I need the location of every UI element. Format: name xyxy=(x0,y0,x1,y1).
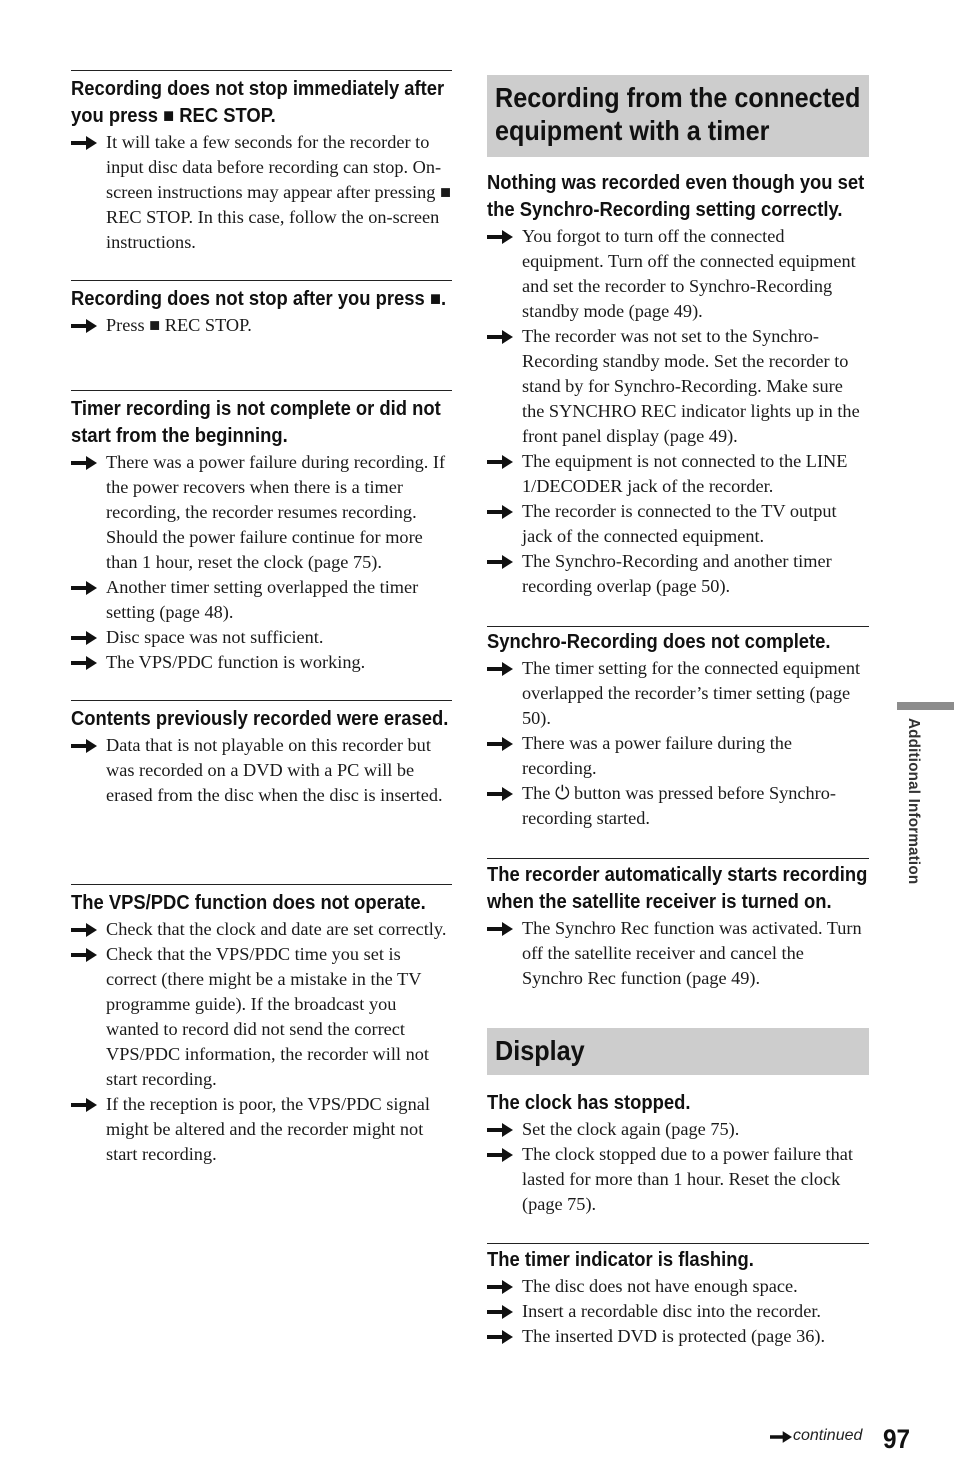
continued-text: continued xyxy=(793,1427,863,1444)
right-arrow-icon xyxy=(487,505,513,519)
side-tab-bar xyxy=(897,702,954,710)
list-item: The clock stopped due to a power failure that lasted for more than 1 hour. Reset the clock (page 75). xyxy=(487,1142,869,1217)
section-heading: The VPS/PDC function does not operate. xyxy=(71,892,426,914)
list-item: The disc does not have enough space. xyxy=(487,1274,869,1299)
section-rule xyxy=(71,884,452,885)
section-rec-not-stop-immediately xyxy=(71,70,452,255)
right-arrow-icon xyxy=(770,1430,792,1442)
right-arrow-icon xyxy=(487,737,513,751)
right-arrow-icon xyxy=(487,330,513,344)
item-list xyxy=(487,1117,869,1217)
section-heading: Recording does not stop after you press ■. xyxy=(71,288,447,310)
right-arrow-icon xyxy=(487,555,513,569)
item-list xyxy=(487,224,869,599)
right-arrow-icon xyxy=(71,631,97,645)
section-rule xyxy=(487,858,869,859)
list-item: Insert a recordable disc into the recorder. xyxy=(487,1299,869,1324)
right-arrow-icon xyxy=(487,1330,513,1344)
right-arrow-icon xyxy=(71,1098,97,1112)
item-list xyxy=(71,917,452,1167)
list-item: If the reception is poor, the VPS/PDC signal might be altered and the recorder might not start recording. xyxy=(71,1092,452,1167)
section-rule xyxy=(71,700,452,701)
section-banner-timer xyxy=(487,75,869,157)
item-list xyxy=(71,450,452,675)
section-heading: Timer recording is not complete or did not start from the beginning. xyxy=(71,398,441,447)
list-item: The Synchro Rec function was activated. Turn off the satellite receiver and cancel the Synchro Rec function (page 49). xyxy=(487,916,869,991)
section-heading: Synchro-Recording does not complete. xyxy=(487,631,831,653)
item-list xyxy=(71,313,452,338)
page-number: 97 xyxy=(883,1424,911,1454)
section-heading: The clock has stopped. xyxy=(487,1092,691,1114)
list-item: The equipment is not connected to the LINE 1/DECODER jack of the recorder. xyxy=(487,449,869,499)
banner-title: Display xyxy=(495,1035,585,1066)
section-timer-not-complete xyxy=(71,390,452,675)
continued-label xyxy=(770,1427,862,1445)
section-heading: Recording does not stop immediately after you press ■ REC STOP. xyxy=(71,78,445,127)
banner-title: Recording from the connected equipment with a timer xyxy=(495,82,861,146)
list-item: You forgot to turn off the connected equipment. Turn off the connected equipment and set the recorder to Synchro-Recording standby mode (page 49). xyxy=(487,224,869,324)
list-item: Disc space was not sufficient. xyxy=(71,625,452,650)
list-item: The inserted DVD is protected (page 36). xyxy=(487,1324,869,1349)
item-list xyxy=(487,1274,869,1349)
list-item: The recorder is connected to the TV output jack of the connected equipment. xyxy=(487,499,869,549)
list-item: The VPS/PDC function is working. xyxy=(71,650,452,675)
section-banner-display xyxy=(487,1028,869,1075)
section-heading: The recorder automatically starts recording when the satellite receiver is turned on. xyxy=(487,864,868,913)
section-nothing-recorded xyxy=(487,170,869,599)
right-arrow-icon xyxy=(71,739,97,753)
section-rule xyxy=(71,390,452,391)
right-arrow-icon xyxy=(487,662,513,676)
section-rule xyxy=(71,70,452,71)
section-heading: Contents previously recorded were erased. xyxy=(71,708,449,730)
right-arrow-icon xyxy=(487,455,513,469)
list-item: The Synchro-Recording and another timer recording overlap (page 50). xyxy=(487,549,869,599)
list-item: Data that is not playable on this recorder but was recorded on a DVD with a PC will be erased from the disc when the disc is inserted. xyxy=(71,733,452,808)
right-arrow-icon xyxy=(487,230,513,244)
right-arrow-icon xyxy=(71,656,97,670)
right-arrow-icon xyxy=(71,581,97,595)
section-contents-erased xyxy=(71,700,452,808)
item-list xyxy=(487,916,869,991)
item-list xyxy=(71,733,452,808)
section-rule xyxy=(71,280,452,281)
right-arrow-icon xyxy=(487,1280,513,1294)
list-item: The timer setting for the connected equipment overlapped the recorder’s timer setting (page 50). xyxy=(487,656,869,731)
side-tab-label: Additional Information xyxy=(905,718,922,885)
right-arrow-icon xyxy=(71,136,97,150)
list-item: There was a power failure during the recording. xyxy=(487,731,869,781)
right-arrow-icon xyxy=(487,1305,513,1319)
section-heading: The timer indicator is flashing. xyxy=(487,1249,754,1271)
right-arrow-icon xyxy=(71,923,97,937)
right-arrow-icon xyxy=(71,948,97,962)
list-item: Set the clock again (page 75). xyxy=(487,1117,869,1142)
list-item: Press ■ REC STOP. xyxy=(71,313,452,338)
section-clock-stopped xyxy=(487,1090,869,1217)
section-timer-flashing xyxy=(487,1243,869,1349)
item-list xyxy=(487,656,869,831)
right-arrow-icon xyxy=(487,1148,513,1162)
section-synchro-not-complete xyxy=(487,626,869,831)
list-item: There was a power failure during recording. If the power recovers when there is a timer recording, the recorder resumes recording. Should the power failure continue for more than 1 hour, reset the clock (page 75). xyxy=(71,450,452,575)
right-arrow-icon xyxy=(487,922,513,936)
list-item: Check that the VPS/PDC time you set is correct (there might be a mistake in the TV programme guide). If the broadcast you wanted to record did not send the correct VPS/PDC information, the recorder will not start recording. xyxy=(71,942,452,1092)
section-heading: Nothing was recorded even though you set the Synchro-Recording setting correctly. xyxy=(487,172,865,221)
list-item: It will take a few seconds for the recorder to input disc data before recording can stop. On-screen instructions may appear after pressing ■ REC STOP. In this case, follow the on-screen instructions. xyxy=(71,130,452,255)
section-rule xyxy=(487,626,869,627)
section-auto-start xyxy=(487,858,869,991)
item-list xyxy=(71,130,452,255)
list-item: Check that the clock and date are set correctly. xyxy=(71,917,452,942)
list-item: Another timer setting overlapped the timer setting (page 48). xyxy=(71,575,452,625)
right-arrow-icon xyxy=(487,787,513,801)
section-rec-not-stop xyxy=(71,280,452,338)
list-item: The ⏻ button was pressed before Synchro-recording started. xyxy=(487,781,869,831)
section-vps-pdc xyxy=(71,884,452,1167)
section-rule xyxy=(487,1243,869,1244)
list-item: The recorder was not set to the Synchro-Recording standby mode. Set the recorder to stand by for Synchro-Recording. Make sure the SYNCHRO REC indicator lights up in the front panel display (page 49). xyxy=(487,324,869,449)
right-arrow-icon xyxy=(487,1123,513,1137)
right-arrow-icon xyxy=(71,456,97,470)
right-arrow-icon xyxy=(71,319,97,333)
